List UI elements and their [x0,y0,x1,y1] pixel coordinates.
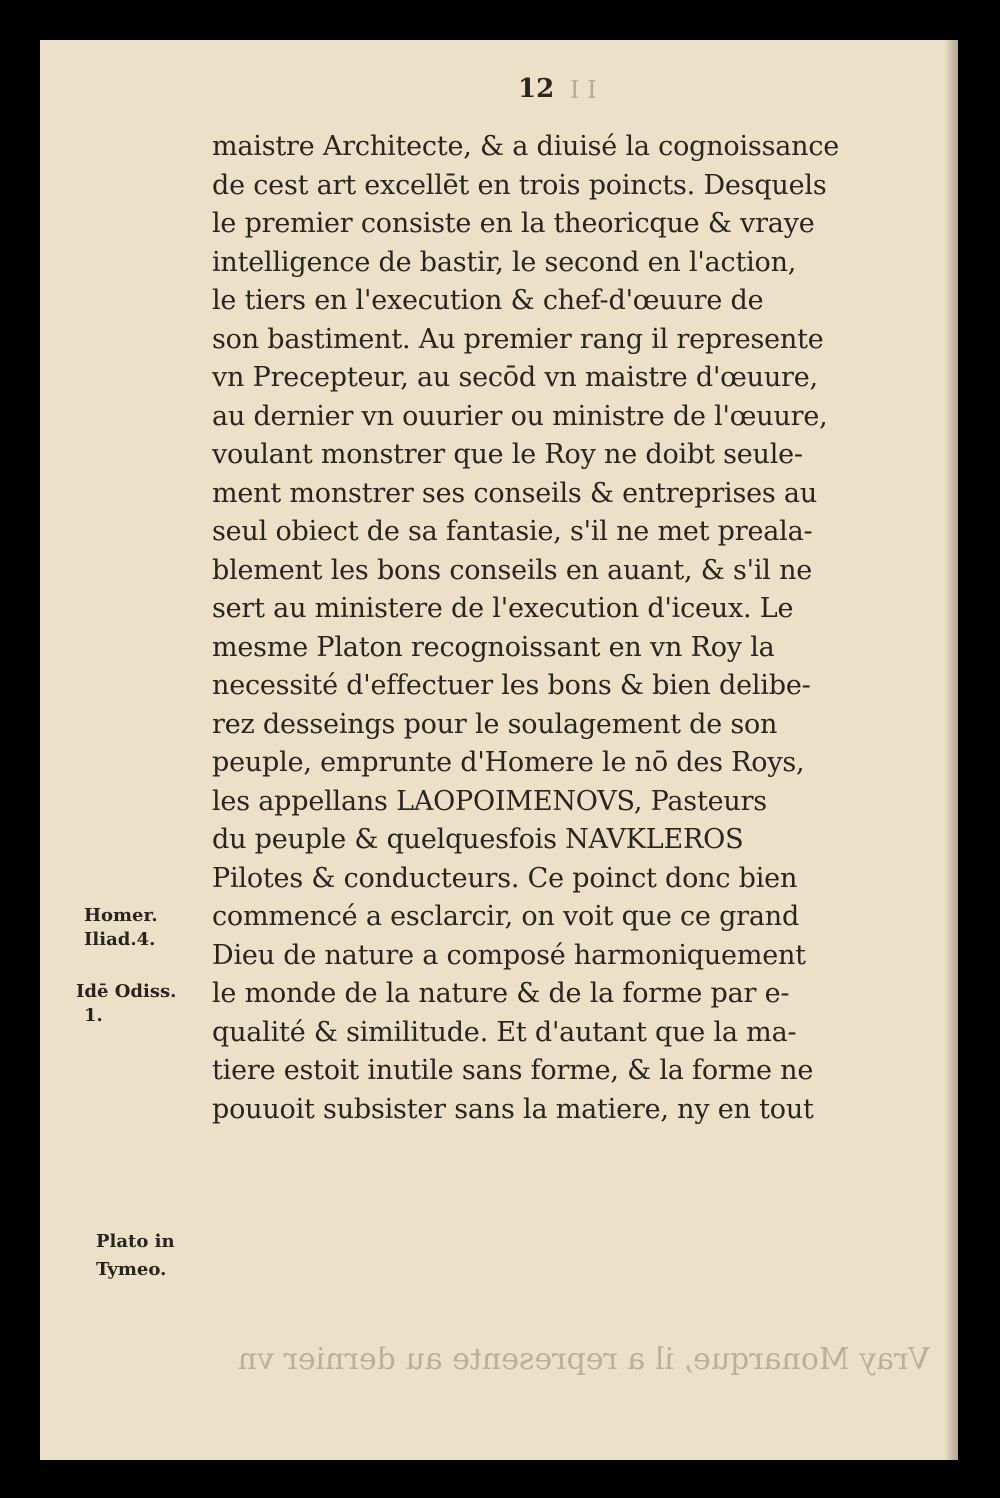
text-line: sert au ministere de l'execution d'iceux. Le [212,593,794,624]
text-line: Dieu de nature a composé harmoniquement [212,939,806,971]
text-line: pouuoit subsister sans la matiere, ny en tout [212,1093,814,1125]
book-page [40,40,958,1460]
text-line: son bastiment. Au premier rang il represente [212,323,824,355]
margin-note-iliad: Iliad.4. [84,929,156,950]
text-line: seul obiect de sa fantasie, s'il ne met preala- [212,516,813,547]
bleed-page-number: I I [570,76,597,104]
text-line: au dernier vn ouurier ou ministre de l'œuure, [212,400,828,432]
text-line: tiere estoit inutile sans forme, & la forme ne [212,1055,814,1086]
text-line: necessité d'effectuer les bons & bien delibe- [212,670,811,701]
text-line: voulant monstrer que le Roy ne doibt seule- [212,439,803,470]
text-line: Pilotes & conducteurs. Ce poinct donc bien [212,862,798,894]
text-line: blement les bons conseils en auant, & s'il ne [212,554,813,586]
text-line: du peuple & quelquesfois NAVKLEROS [212,824,744,855]
text-line: commencé a esclarcir, on voit que ce grand [212,901,800,932]
text-line: intelligence de bastir, le second en l'action, [212,246,797,278]
text-line: les appellans LAOPOIMENOVS, Pasteurs [212,785,767,817]
text-line: le monde de la nature & de la forme par e- [212,978,790,1009]
margin-note-homer: Homer. [84,905,158,926]
text-line: de cest art excellēt en trois poincts. Desquels [212,169,827,201]
text-line: le premier consiste en la theoricque & vraye [212,208,815,239]
text-line: rez desseings pour le soulagement de son [212,708,778,740]
text-line: ment monstrer ses conseils & entreprises au [212,477,818,509]
margin-note-tymeo: Tymeo. [96,1259,167,1280]
margin-note-odissey: Idē Odiss. [76,981,177,1002]
margin-note-odissey-book: 1. [84,1005,103,1026]
text-line: le tiers en l'execution & chef-d'œuure de [212,285,764,316]
margin-note-plato: Plato in [96,1231,175,1252]
text-line: peuple, emprunte d'Homere le nō des Roys, [212,747,805,778]
text-line: qualité & similitude. Et d'autant que la ma- [212,1016,797,1048]
text-line: mesme Platon recognoissant en vn Roy la [212,631,775,663]
bleed-through-text: Vray Monarque, il a represente au dernier vn [237,1342,930,1377]
page-number: 12 [518,74,555,104]
text-line: vn Precepteur, au secōd vn maistre d'œuure, [212,362,818,393]
body-text [212,128,930,1129]
text-line: maistre Architecte, & a diuisé la cognoissance [212,131,840,162]
